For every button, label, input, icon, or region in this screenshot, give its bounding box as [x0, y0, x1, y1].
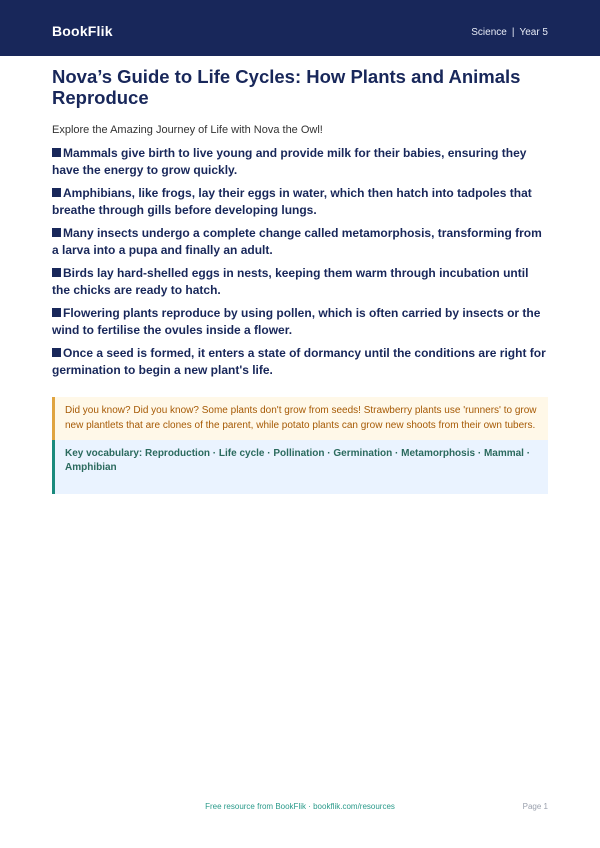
fact-text: Amphibians, like frogs, lay their eggs in water, which then hatch into tadpoles that breathe through gills before developing lungs. [52, 186, 532, 217]
square-bullet-icon [52, 148, 61, 157]
breadcrumb [471, 27, 548, 38]
fact-text: Mammals give birth to live young and provide milk for their babies, ensuring they have the energy to grow quickly. [52, 146, 527, 177]
fact-text: Once a seed is formed, it enters a state of dormancy until the conditions are right for germination to begin a new plant's life. [52, 346, 546, 377]
fact-item [52, 345, 548, 379]
fact-list [52, 145, 548, 379]
square-bullet-icon [52, 348, 61, 357]
fact-item [52, 265, 548, 299]
key-vocabulary-box: Key vocabulary: Reproduction · Life cycle · Pollination · Germination · Metamorphosis · Mammal · Amphibian [52, 440, 548, 494]
square-bullet-icon [52, 228, 61, 237]
fact-item [52, 305, 548, 339]
header-bar [0, 0, 600, 56]
subject-label: Science [471, 27, 507, 38]
did-you-know-callout: Did you know? Did you know? Some plants don't grow from seeds! Strawberry plants use 'runners' to grow new plantlets that are clones of the parent, while potato plants can grow new shoots from their own tubers. [52, 397, 548, 440]
intro-text: Explore the Amazing Journey of Life with Nova the Owl! [52, 124, 323, 136]
fact-item [52, 145, 548, 179]
page-number: Page 1 [522, 802, 548, 811]
fact-item [52, 225, 548, 259]
page-title: Nova’s Guide to Life Cycles: How Plants and Animals Reproduce [52, 66, 521, 108]
fact-item [52, 185, 548, 219]
square-bullet-icon [52, 268, 61, 277]
fact-text: Birds lay hard-shelled eggs in nests, keeping them warm through incubation until the chicks are ready to hatch. [52, 266, 529, 297]
square-bullet-icon [52, 188, 61, 197]
brand-logo[interactable]: BookFlik [52, 23, 113, 39]
square-bullet-icon [52, 308, 61, 317]
fact-text: Many insects undergo a complete change called metamorphosis, transforming from a larva into a pupa and finally an adult. [52, 226, 542, 257]
fact-text: Flowering plants reproduce by using pollen, which is often carried by insects or the wind to fertilise the ovules inside a flower. [52, 306, 541, 337]
main-content [52, 66, 548, 494]
breadcrumb-separator: | [511, 27, 515, 38]
year-label: Year 5 [519, 27, 548, 38]
footer-source-link[interactable]: Free resource from BookFlik · bookflik.com/resources [205, 802, 395, 811]
